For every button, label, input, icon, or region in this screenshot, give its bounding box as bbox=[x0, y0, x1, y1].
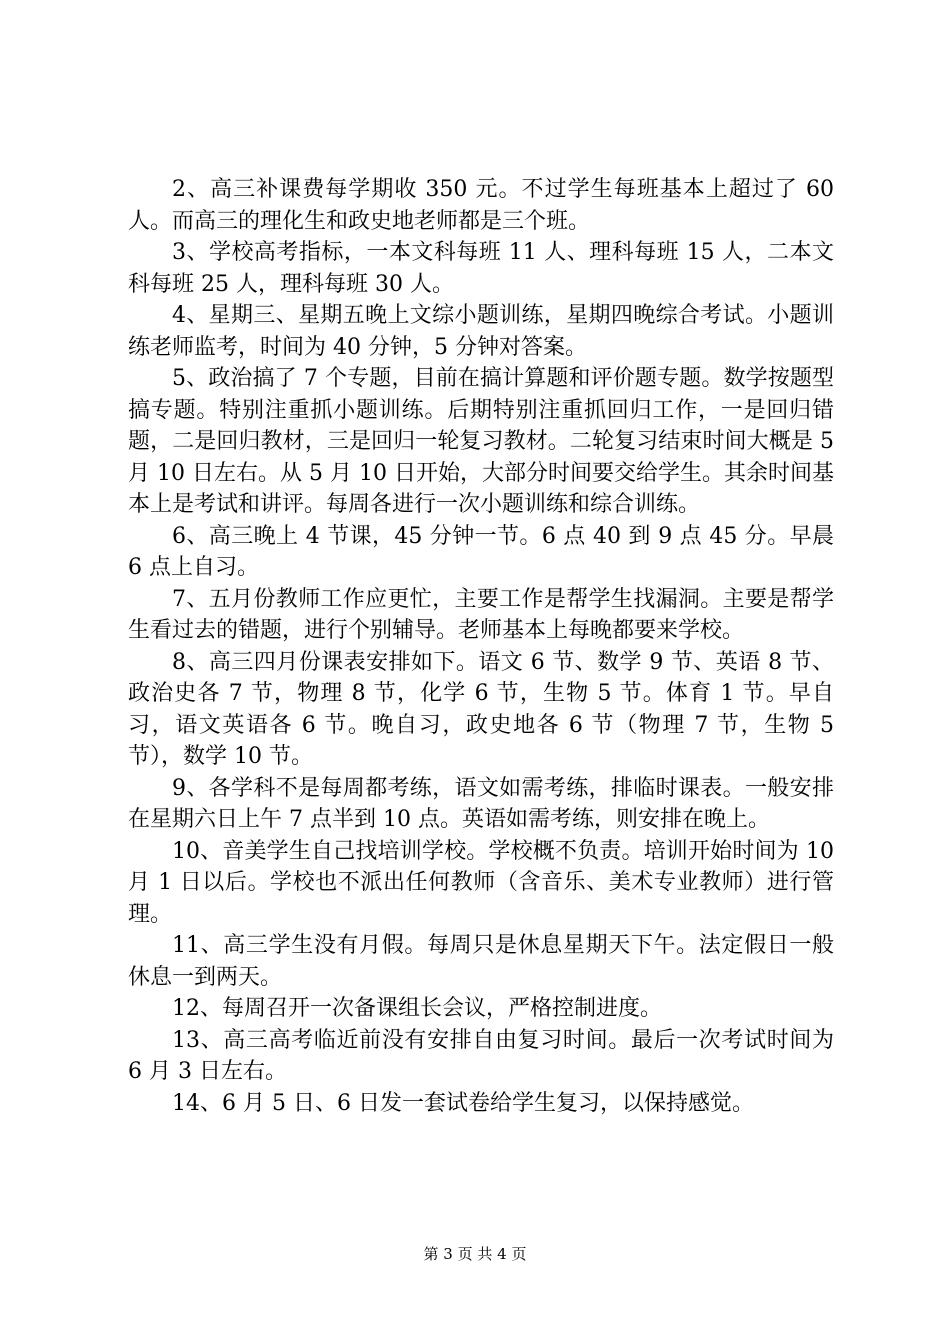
paragraph-item-14: 14、6 月 5 日、6 日发一套试卷给学生复习，以保持感觉。 bbox=[172, 1090, 754, 1116]
paragraph-item-11: 11、高三学生没有月假。每周只是休息星期天下午。法定假日一般休息一到两天。 bbox=[128, 933, 834, 990]
paragraph-item-3: 3、学校高考指标，一本文科每班 11 人、理科每班 15 人，二本文科每班 25 人，理科每班 30 人。 bbox=[128, 240, 834, 297]
paragraph-item-5: 5、政治搞了 7 个专题，目前在搞计算题和评价题专题。数学按题型搞专题。特别注重抓小题训练。后期特别注重抓回归工作，一是回归错题，二是回归教材，三是回归一轮复习教材。二轮复习结束时间大概是 5 月 10 日左右。从 5 月 10 日开始，大部分时间要交给学生。其余时间基本上是考试和讲评。每周各进行一次小题训练和综合训练。 bbox=[128, 366, 834, 517]
paragraph-item-10: 10、音美学生自己找培训学校。学校概不负责。培训开始时间为 10 月 1 日以后。学校也不派出任何教师（含音乐、美术专业教师）进行管理。 bbox=[128, 838, 834, 927]
paragraph-item-7: 7、五月份教师工作应更忙，主要工作是帮学生找漏洞。主要是帮学生看过去的错题，进行个别辅导。老师基本上每晚都要来学校。 bbox=[128, 586, 834, 643]
paragraph-item-6: 6、高三晚上 4 节课，45 分钟一节。6 点 40 到 9 点 45 分。早晨 6 点上自习。 bbox=[128, 523, 834, 580]
paragraph-item-2: 2、高三补课费每学期收 350 元。不过学生每班基本上超过了 60 人。而高三的理化生和政史地老师都是三个班。 bbox=[128, 177, 834, 234]
paragraph-item-8: 8、高三四月份课表安排如下。语文 6 节、数学 9 节、英语 8 节、政治史各 7 节，物理 8 节，化学 6 节，生物 5 节。体育 1 节。早自习，语文英语各 6 节。晚自习，政史地各 6 节（物理 7 节，生物 5 节），数学 10 节。 bbox=[128, 649, 834, 769]
paragraph-item-9: 9、各学科不是每周都考练，语文如需考练，排临时课表。一般安排在星期六日上午 7 点半到 10 点。英语如需考练，则安排在晚上。 bbox=[128, 775, 834, 832]
paragraph-item-4: 4、星期三、星期五晚上文综小题训练，星期四晚综合考试。小题训练老师监考，时间为 40 分钟，5 分钟对答案。 bbox=[128, 303, 834, 360]
page-footer: 第 3 页 共 4 页 bbox=[423, 1245, 527, 1263]
document-body bbox=[128, 174, 834, 1119]
paragraph-item-12: 12、每周召开一次备课组长会议，严格控制进度。 bbox=[172, 996, 662, 1021]
paragraph-item-13: 13、高三高考临近前没有安排自由复习时间。最后一次考试时间为 6 月 3 日左右。 bbox=[128, 1027, 834, 1084]
